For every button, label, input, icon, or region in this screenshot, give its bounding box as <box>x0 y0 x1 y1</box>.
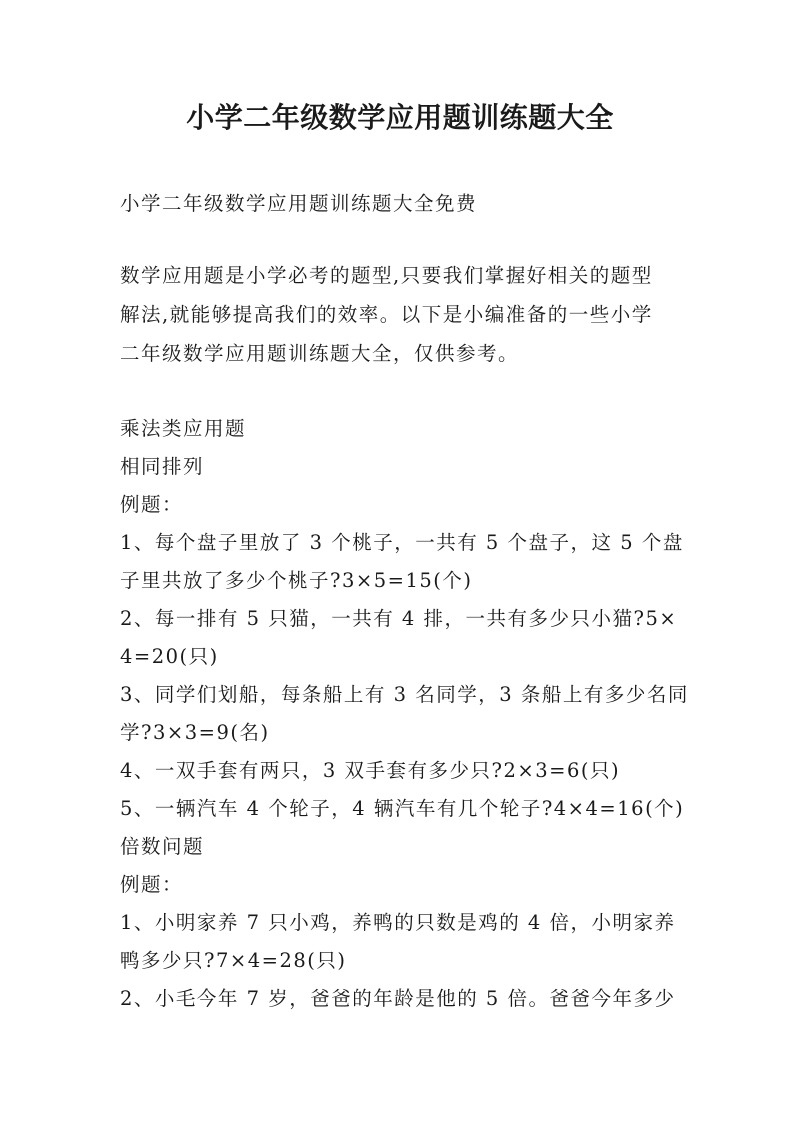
problem-line: 鸭多少只?7×4=28(只) <box>120 949 347 972</box>
intro-line: 数学应用题是小学必考的题型,只要我们掌握好相关的题型 <box>120 264 653 287</box>
problem-line: 2、每一排有 5 只猫，一共有 4 排，一共有多少只小猫?5× <box>120 607 678 630</box>
document-title: 小学二年级数学应用题训练题大全 <box>186 101 614 134</box>
problem-line: 5、一辆汽车 4 个轮子，4 辆汽车有几个轮子?4×4=16(个) <box>120 797 685 820</box>
document-subtitle: 小学二年级数学应用题训练题大全免费 <box>120 192 478 215</box>
example-label: 例题： <box>120 493 184 516</box>
problem-line: 1、小明家养 7 只小鸡，养鸭的只数是鸡的 4 倍，小明家养 <box>120 911 676 934</box>
intro-line: 二年级数学应用题训练题大全，仅供参考。 <box>120 342 520 365</box>
section-heading: 乘法类应用题 <box>120 417 247 440</box>
subsection-heading: 倍数问题 <box>120 835 205 858</box>
problem-line: 1、每个盘子里放了 3 个桃子，一共有 5 个盘子，这 5 个盘 <box>120 531 684 554</box>
example-label: 例题： <box>120 873 184 896</box>
problem-line: 子里共放了多少个桃子?3×5=15(个) <box>120 569 473 592</box>
subsection-heading: 相同排列 <box>120 455 205 478</box>
intro-line: 解法,就能够提高我们的效率。以下是小编准备的一些小学 <box>120 303 653 326</box>
problem-line: 2、小毛今年 7 岁，爸爸的年龄是他的 5 倍。爸爸今年多少 <box>120 987 676 1010</box>
problem-line: 3、同学们划船，每条船上有 3 名同学，3 条船上有多少名同 <box>120 683 689 706</box>
problem-line: 4=20(只) <box>120 645 219 668</box>
problem-line: 4、一双手套有两只，3 双手套有多少只?2×3=6(只) <box>120 759 621 782</box>
problem-line: 学?3×3=9(名) <box>120 721 270 744</box>
